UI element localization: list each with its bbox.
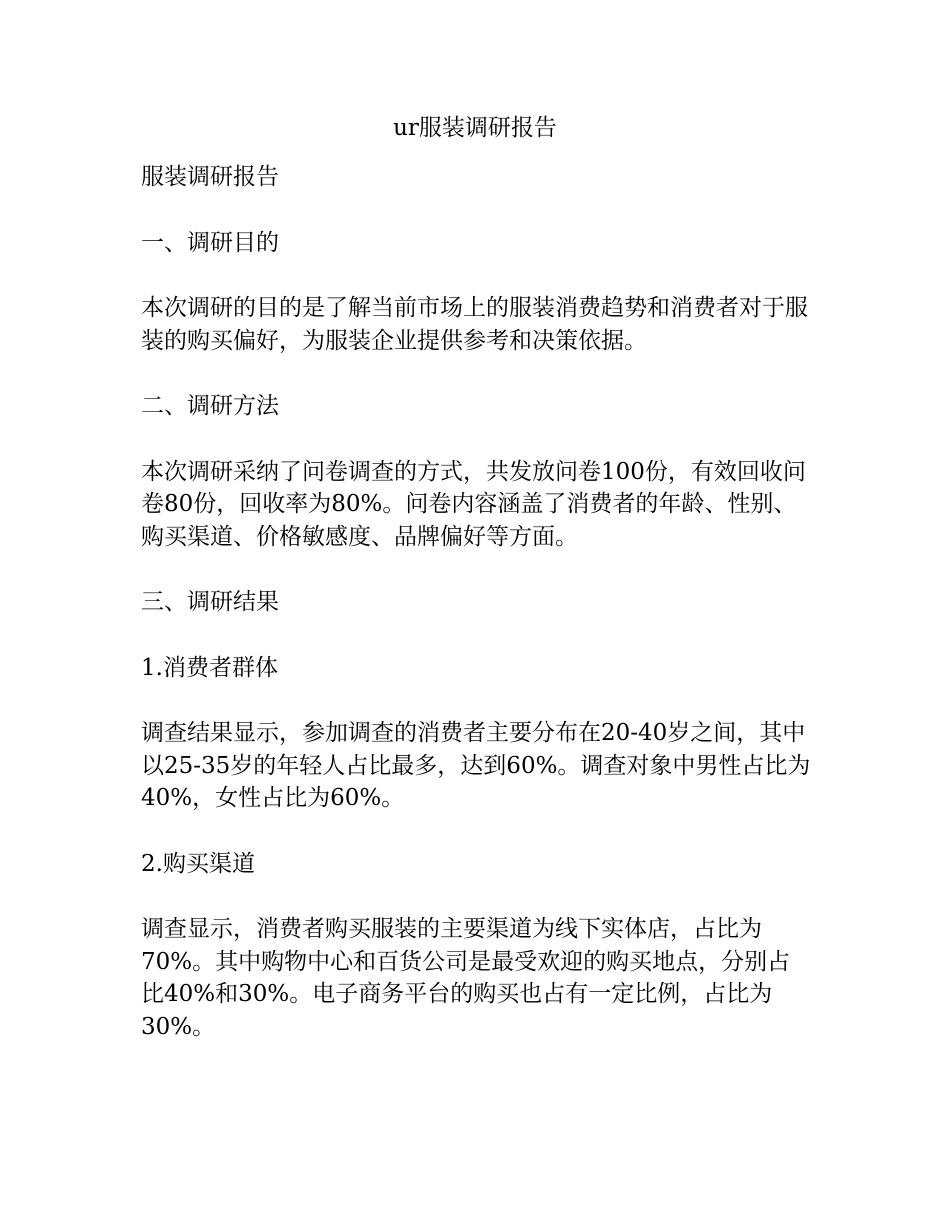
subsection-heading-channels: 2.购买渠道 xyxy=(141,850,255,877)
section-heading-method: 二、调研方法 xyxy=(141,393,279,419)
subsection-heading-consumers: 1.消费者群体 xyxy=(141,654,278,681)
paragraph-consumers: 调查结果显示，参加调查的消费者主要分布在20-40岁之间，其中以25-35岁的年轻人占比最多，达到60%。调查对象中男性占比为40%，女性占比为60%。 xyxy=(141,720,811,811)
paragraph-method: 本次调研采纳了问卷调查的方式，共发放问卷100份，有效回收问卷80份，回收率为80%。问卷内容涵盖了消费者的年龄、性别、购买渠道、价格敏感度、品牌偏好等方面。 xyxy=(141,458,806,550)
document-subtitle: 服装调研报告 xyxy=(141,164,279,190)
section-heading-purpose: 一、调研目的 xyxy=(141,229,279,256)
paragraph-channels: 调查显示，消费者购买服装的主要渠道为线下实体店，占比为70%。其中购物中心和百货公司是最受欢迎的购买地点，分别占比40%和30%。电子商务平台的购买也占有一定比例，占比为30%。 xyxy=(141,916,791,1040)
paragraph-purpose: 本次调研的目的是了解当前市场上的服装消费趋势和消费者对于服装的购买偏好，为服装企业提供参考和决策依据。 xyxy=(141,295,808,354)
section-heading-results: 三、调研结果 xyxy=(141,589,279,615)
document-body xyxy=(141,161,813,1043)
document-title: ur服装调研报告 xyxy=(393,115,557,141)
